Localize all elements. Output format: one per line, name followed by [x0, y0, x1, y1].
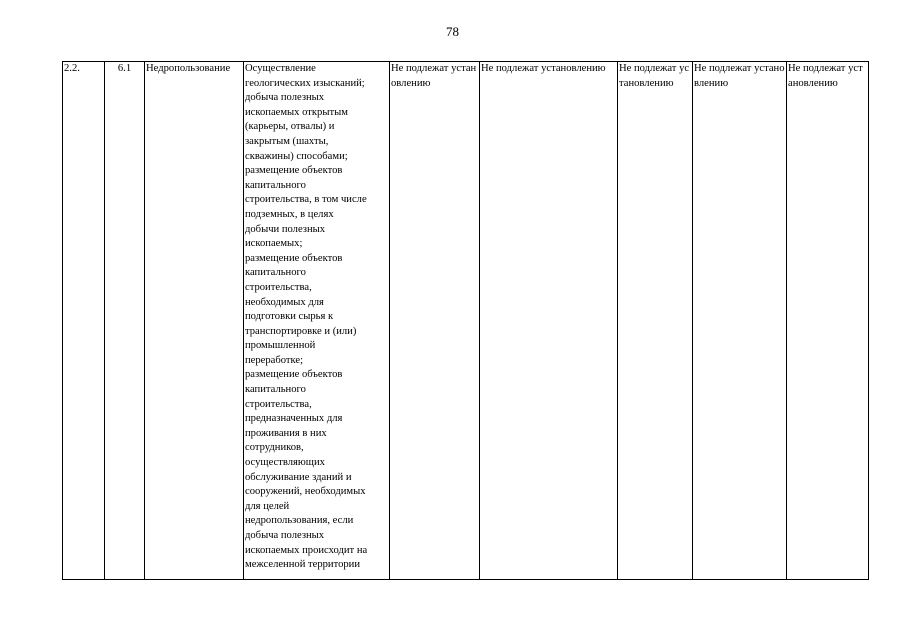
description-line: строительства, [245, 398, 312, 410]
description-line: капитального [245, 384, 306, 396]
description-line: промышленной [245, 340, 316, 352]
description-line: предназначенных для [245, 413, 343, 425]
row-col7-cell: Не подлежат установлению [618, 62, 693, 580]
description-line: ископаемых происходит на [245, 544, 368, 556]
row-description-cell [244, 62, 390, 580]
page-number: 78 [446, 24, 459, 39]
row-col6-cell: Не подлежат установлению [480, 62, 618, 580]
description-line: строительства, [245, 281, 312, 293]
description-line: подготовки сырья к [245, 311, 334, 323]
description-line: сотрудников, [245, 442, 304, 454]
table-row [63, 62, 869, 580]
description-line: добыча полезных [245, 530, 325, 541]
description-line: ископаемых; [245, 238, 303, 250]
row-name-cell: Недропользование [145, 62, 244, 580]
description-line: для целей [245, 500, 290, 512]
row-code-cell: 6.1 [105, 62, 145, 580]
description-line: обслуживание зданий и [245, 471, 352, 483]
description-line: межселенной территории [245, 559, 361, 571]
description-line: необходимых для [245, 296, 324, 308]
description-line: капитального [245, 267, 306, 279]
row-col9-cell: Не подлежат установлению [787, 62, 869, 580]
description-line: размещение объектов [245, 369, 343, 381]
description-line: размещение объектов [245, 252, 343, 264]
description-line: размещение объектов [245, 165, 343, 177]
description-line: добыча полезных [245, 92, 325, 104]
description-line: добычи полезных [245, 223, 326, 235]
description-line: ископаемых открытым [245, 106, 348, 118]
description-line: скважины) способами; [245, 150, 348, 162]
description-line: (карьеры, отвалы) и [245, 121, 335, 133]
description-line: проживания в них [245, 427, 327, 439]
description-line: переработке; [245, 354, 304, 366]
description-line: Осуществление [245, 63, 316, 74]
description-line: недропользования, если [245, 515, 354, 527]
description-line: капитального [245, 179, 306, 191]
description-line: транспортировке и (или) [245, 325, 357, 337]
row-col8-cell: Не подлежат установлению [693, 62, 787, 580]
land-use-table [62, 61, 869, 580]
description-line: геологических изысканий; [245, 77, 365, 89]
description-line: осуществляющих [245, 457, 325, 469]
description-line: закрытым (шахты, [245, 135, 329, 147]
description-line: строительства, в том числе [245, 194, 367, 206]
description-line: сооружений, необходимых [245, 486, 366, 498]
row-number-cell: 2.2. [63, 62, 105, 580]
description-line: подземных, в целях [245, 208, 334, 220]
row-col5-cell: Не подлежат установлению [390, 62, 480, 580]
